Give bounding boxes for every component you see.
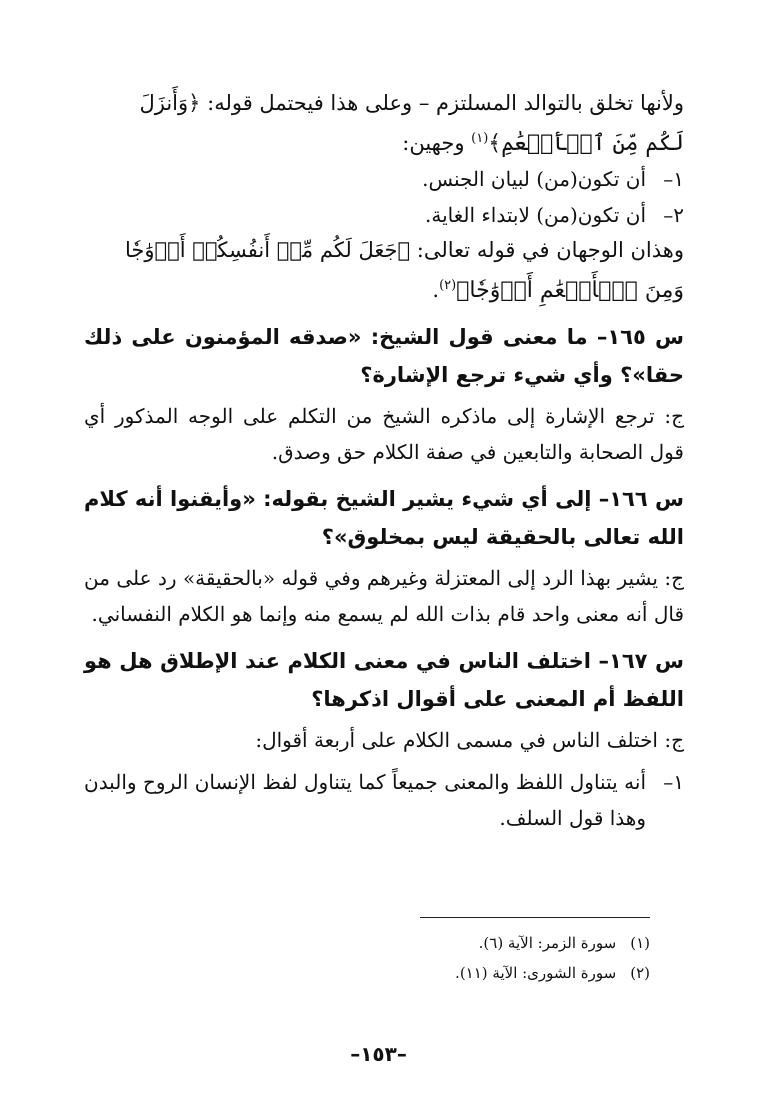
footnote-ref-2[interactable]: (٢)	[439, 278, 457, 293]
list-item	[84, 161, 684, 197]
footnote	[300, 958, 650, 988]
list-text: أن تكون(من) لبيان الجنس.	[422, 167, 646, 191]
footnote-ref-1[interactable]: (١)	[471, 131, 489, 146]
footnote-number: (٢)	[630, 964, 650, 982]
footnote-text: سورة الزمر: الآية (٦).	[478, 934, 617, 952]
answer-165: ج: ترجع الإشارة إلى ماذكره الشيخ من التكلم على الوجه المذكور أي قول الصحابة والتابعين في صفة الكلام حق وصدق.	[84, 404, 684, 464]
quran-verse: وَمِنَ ٱلۡأَنۡعَٰمِ أَزۡوَٰجٗا﴾	[456, 278, 684, 303]
intro-line-2	[84, 121, 684, 161]
list-number: ١–	[663, 167, 684, 191]
answer-167: ج: اختلف الناس في مسمى الكلام على أربعة أقوال:	[255, 728, 684, 752]
list-number: ١–	[663, 770, 684, 794]
list-item	[84, 764, 684, 836]
footnote	[300, 928, 650, 958]
answer-166: ج: يشير بهذا الرد إلى المعتزلة وغيرهم وفي قوله «بالحقيقة» رد على من قال أنه معنى واحد قام بذات الله لم يسمع منه وإنما هو الكلام النفساني.	[84, 566, 684, 626]
footnote-number: (١)	[630, 934, 650, 952]
intro-line-6-rest: .	[432, 278, 440, 302]
footnotes	[300, 928, 650, 988]
list-item	[84, 197, 684, 233]
intro-line-6	[84, 268, 684, 308]
footnote-divider	[420, 917, 650, 918]
question-165: س ١٦٥– ما معنى قول الشيخ: «صدقه المؤمنون على ذلك حقا»؟ وأي شيء ترجع الإشارة؟	[84, 325, 684, 387]
page-body	[84, 86, 684, 836]
question-166: س ١٦٦– إلى أي شيء يشير الشيخ بقوله: «وأيقنوا أنه كلام الله تعالى بالحقيقة ليس بمخلوق»؟	[84, 487, 684, 549]
intro-line-2-rest: وجهين:	[402, 131, 472, 155]
list-text: أنه يتناول اللفظ والمعنى جميعاً كما يتناول لفظ الإنسان الروح والبدن وهذا قول السلف.	[84, 770, 646, 830]
intro-line-1: ولأنها تخلق بالتوالد المسلتزم – وعلى هذا فيحتمل قوله: ﴿وَأَنزَلَ	[139, 91, 684, 115]
intro-line-5: وهذان الوجهان في قوله تعالى: ﴿جَعَلَ لَكُم مِّنۡ أَنفُسِكُمۡ أَزۡوَٰجٗا	[124, 238, 684, 262]
page-number: –١٥٣–	[350, 1042, 407, 1066]
question-167: س ١٦٧– اختلف الناس في معنى الكلام عند الإطلاق هل هو اللفظ أم المعنى على أقوال اذكرها؟	[84, 649, 684, 711]
list-text: أن تكون(من) لابتداء الغاية.	[425, 203, 646, 227]
quran-verse: لَكُم مِّنَ ٱلۡأَنۡعَٰمِ﴾	[488, 131, 684, 156]
footnote-text: سورة الشورى: الآية (١١).	[455, 964, 617, 982]
list-number: ٢–	[663, 203, 684, 227]
